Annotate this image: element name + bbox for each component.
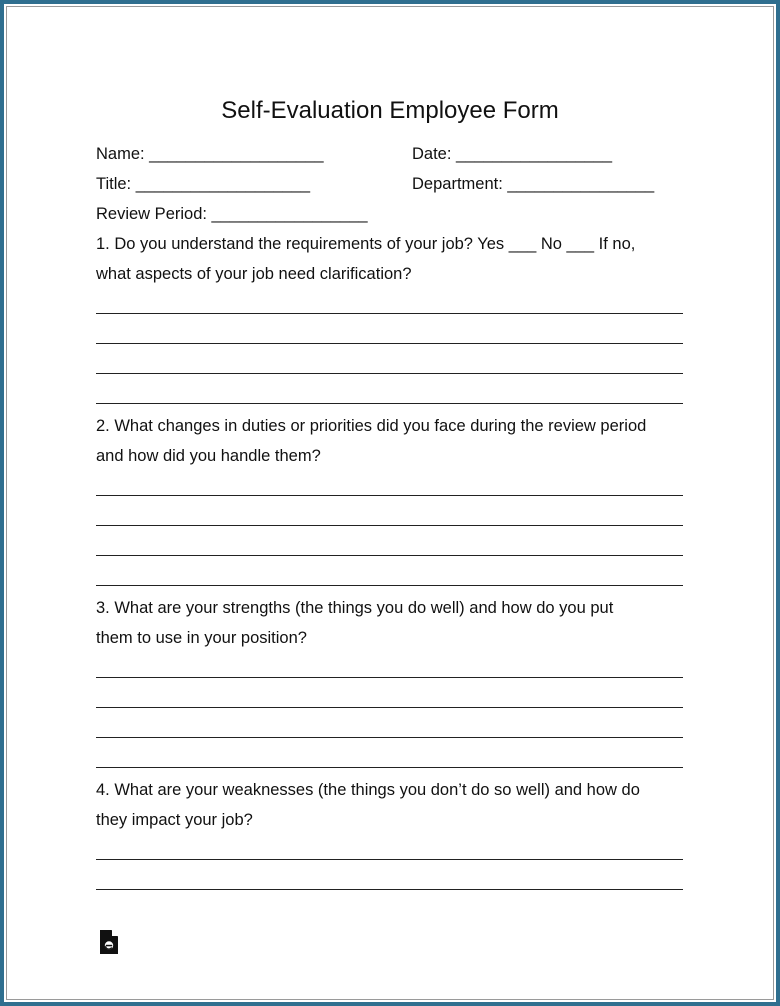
date-field: Date: _________________: [412, 145, 613, 163]
document-e-icon: [99, 929, 119, 955]
answer-line: [96, 403, 683, 404]
question-4-line-1: 4. What are your weaknesses (the things you don’t do so well) and how do: [96, 781, 640, 799]
answer-line: [96, 495, 683, 496]
form-title: Self-Evaluation Employee Form: [221, 97, 559, 124]
answer-line: [96, 313, 683, 314]
answer-line: [96, 677, 683, 678]
question-3-line-2: them to use in your position?: [96, 629, 307, 647]
question-4-line-2: they impact your job?: [96, 811, 253, 829]
title-field: Title: ___________________: [96, 175, 311, 193]
review-period-field: Review Period: _________________: [96, 205, 368, 223]
answer-line: [96, 767, 683, 768]
question-1-line-2: what aspects of your job need clarification?: [96, 265, 412, 283]
question-2-line-1: 2. What changes in duties or priorities did you face during the review period: [96, 417, 647, 435]
answer-line: [96, 555, 683, 556]
department-field: Department: ________________: [412, 175, 655, 193]
answer-line: [96, 737, 683, 738]
answer-line: [96, 373, 683, 374]
answer-line: [96, 707, 683, 708]
question-2-line-2: and how did you handle them?: [96, 447, 321, 465]
answer-line: [96, 585, 683, 586]
name-field: Name: ___________________: [96, 145, 324, 163]
question-1-line-1: 1. Do you understand the requirements of your job? Yes ___ No ___ If no,: [96, 235, 636, 253]
question-3-line-1: 3. What are your strengths (the things you do well) and how do you put: [96, 599, 614, 617]
answer-line: [96, 889, 683, 890]
answer-line: [96, 343, 683, 344]
answer-line: [96, 859, 683, 860]
answer-line: [96, 525, 683, 526]
